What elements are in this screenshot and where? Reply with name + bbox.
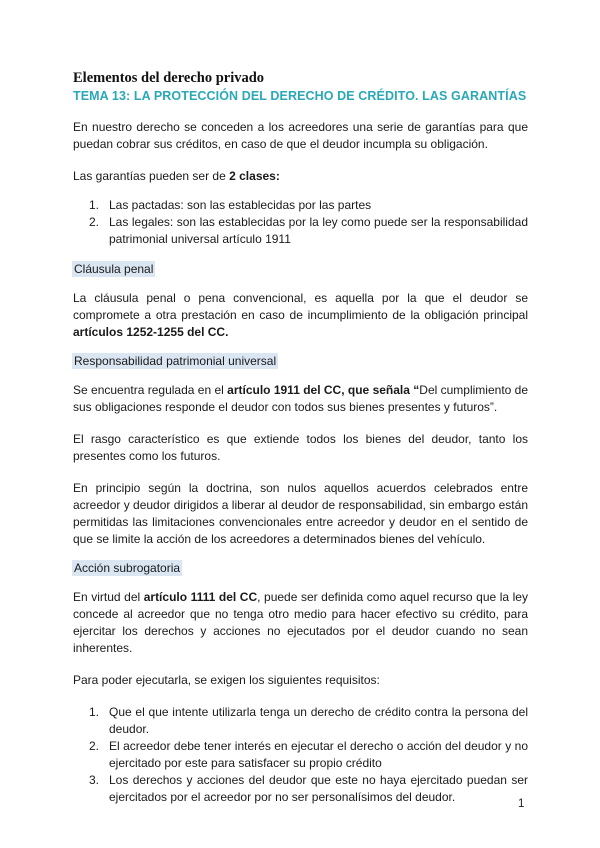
subrogatoria-article-bold: artículo 1111 del CC: [143, 590, 258, 604]
list-item: [73, 738, 528, 772]
subrogatoria-paragraph-2: Para poder ejecutarla, se exigen los siguientes requisitos:: [73, 673, 380, 687]
list-item: [73, 197, 528, 214]
guarantees-types-text: Las garantías pueden ser de: [73, 169, 230, 183]
responsabilidad-paragraph-1: [73, 382, 528, 416]
section-heading-clausula-penal: Cláusula penal: [74, 262, 154, 276]
responsabilidad-paragraph-3: En principio según la doctrina, son nulos aquellos acuerdos celebrados entre acreedor y deudor dirigidos a liberar al deudor de responsabilidad, sin embargo están permitidas las limitaciones convencionales entre acreedor y deudor en el sentido de que se limite la acción de los acreedores a determinados bienes del vehículo.: [73, 481, 528, 546]
responsabilidad-text-post: Del cumplimiento de sus obligaciones responde el deudor con todos sus bienes presentes y futuros”.: [73, 383, 529, 414]
subrogatoria-text-post: , puede ser definida como aquel recurso que la ley concede al acreedor que no tenga otro medio para hacer efectivo su crédito, para ejercitar los derechos y acciones no ejecutados por el deudor cuando no sean inherentes.: [73, 590, 528, 655]
list-item-text: Las legales: son las establecidas por la ley como puede ser la responsabilidad patrimonial universal artículo 1911: [109, 215, 528, 246]
clausula-paragraph: [73, 290, 528, 341]
document-page: [73, 70, 528, 806]
responsabilidad-article-bold: artículo 1911 del CC, que señala “: [227, 383, 420, 397]
list-item-text: Los derechos y acciones del deudor que este no haya ejercitado puedan ser ejercitados por el acreedor por no ser personalísimos del deudor.: [109, 773, 528, 804]
list-item-text: Que el que intente utilizarla tenga un derecho de crédito contra la persona del deudor.: [109, 705, 528, 736]
list-item-number: 3.: [89, 773, 100, 787]
clausula-articles-bold: artículos 1252-1255 del CC.: [73, 325, 229, 339]
list-item: [73, 704, 528, 738]
responsabilidad-text-pre: Se encuentra regulada en el: [73, 383, 228, 397]
subrogatoria-text-pre: En virtud del: [73, 590, 144, 604]
section-heading-responsabilidad: Responsabilidad patrimonial universal: [74, 354, 277, 368]
list-item-number: 1.: [89, 705, 100, 719]
list-item: [73, 772, 528, 806]
list-item-text: Las pactadas: son las establecidas por las partes: [109, 198, 372, 212]
list-item-text: El acreedor debe tener interés en ejecutar el derecho o acción del deudor y no ejercitado por este para satisfacer su propio crédito: [109, 739, 528, 770]
list-item-number: 1.: [89, 198, 100, 212]
guarantee-types-list: [73, 197, 528, 248]
section-heading-accion-subrogatoria: Acción subrogatoria: [74, 561, 181, 575]
requirements-list: [73, 704, 528, 806]
document-title: Elementos del derecho privado: [73, 70, 265, 86]
list-item-number: 2.: [89, 215, 100, 229]
topic-subtitle: TEMA 13: LA PROTECCIÓN DEL DERECHO DE CRÉDITO. LAS GARANTÍAS: [73, 89, 527, 103]
list-item-number: 2.: [89, 739, 100, 753]
guarantees-types-paragraph: [73, 168, 528, 185]
clausula-text: La cláusula penal o pena convencional, es aquella por la que el deudor se compromete a otra prestación en caso de incumplimiento de la obligación principal: [73, 291, 528, 322]
page-number: 1: [518, 798, 525, 810]
list-item: [73, 214, 528, 248]
guarantees-types-bold: 2 clases:: [229, 169, 280, 183]
subrogatoria-paragraph-1: [73, 589, 528, 657]
responsabilidad-paragraph-2: El rasgo característico es que extiende todos los bienes del deudor, tanto los presentes como los futuros.: [73, 432, 528, 463]
intro-paragraph: En nuestro derecho se conceden a los acreedores una serie de garantías para que puedan cobrar sus créditos, en caso de que el deudor incumpla su obligación.: [73, 120, 528, 151]
